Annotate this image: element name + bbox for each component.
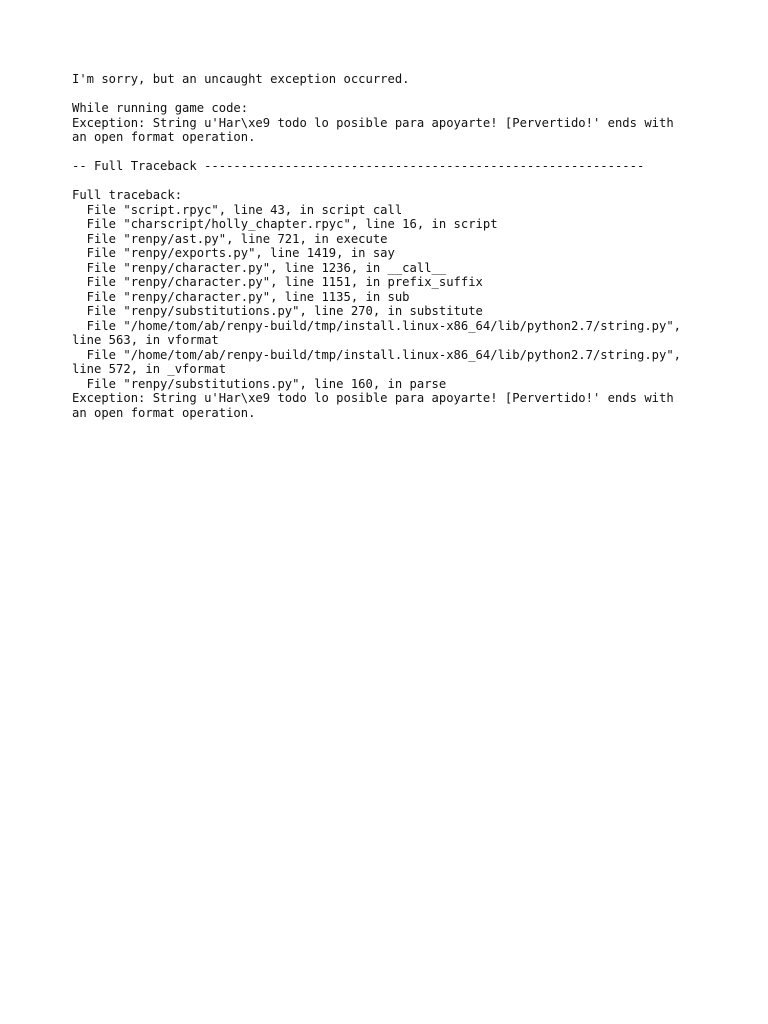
- exception-message-line: an open format operation.: [72, 405, 256, 420]
- spacer: [72, 87, 712, 102]
- spacer: [72, 145, 712, 160]
- traceback-line: File "/home/tom/ab/renpy-build/tmp/install.linux-x86_64/lib/python2.7/string.py",: [72, 318, 682, 333]
- traceback-line: File "renpy/character.py", line 1151, in prefix_suffix: [72, 275, 483, 289]
- spacer: [72, 174, 712, 189]
- traceback-line: line 563, in vformat: [72, 333, 219, 347]
- context-heading: While running game code:: [72, 101, 249, 115]
- traceback-line: File "/home/tom/ab/renpy-build/tmp/install.linux-x86_64/lib/python2.7/string.py",: [72, 347, 682, 362]
- traceback-line: File "renpy/character.py", line 1236, in __call__: [72, 260, 447, 275]
- traceback-line: File "renpy/character.py", line 1135, in sub: [72, 289, 410, 304]
- traceback-line: File "renpy/ast.py", line 721, in execute: [72, 231, 388, 246]
- intro-text: I'm sorry, but an uncaught exception occurred.: [72, 72, 410, 86]
- traceback-line: line 572, in _vformat: [72, 362, 227, 376]
- exception-message-line: an open format operation.: [72, 130, 256, 144]
- traceback-line: File "renpy/exports.py", line 1419, in say: [72, 246, 395, 260]
- traceback-line: File "renpy/substitutions.py", line 270, in substitute: [72, 304, 483, 318]
- error-report: [72, 72, 712, 420]
- traceback-line: File "charscript/holly_chapter.rpyc", line 16, in script: [72, 217, 498, 231]
- traceback-separator: -- Full Traceback ------------------------------------------------------------: [72, 159, 645, 173]
- exception-message-line: Exception: String u'Har\xe9 todo lo posible para apoyarte! [Pervertido!' ends with: [72, 391, 674, 405]
- traceback-line: File "script.rpyc", line 43, in script call: [72, 202, 403, 217]
- exception-message-line: Exception: String u'Har\xe9 todo lo posible para apoyarte! [Pervertido!' ends with: [72, 115, 674, 130]
- traceback-line: File "renpy/substitutions.py", line 160, in parse: [72, 376, 447, 391]
- traceback-heading: Full traceback:: [72, 188, 183, 202]
